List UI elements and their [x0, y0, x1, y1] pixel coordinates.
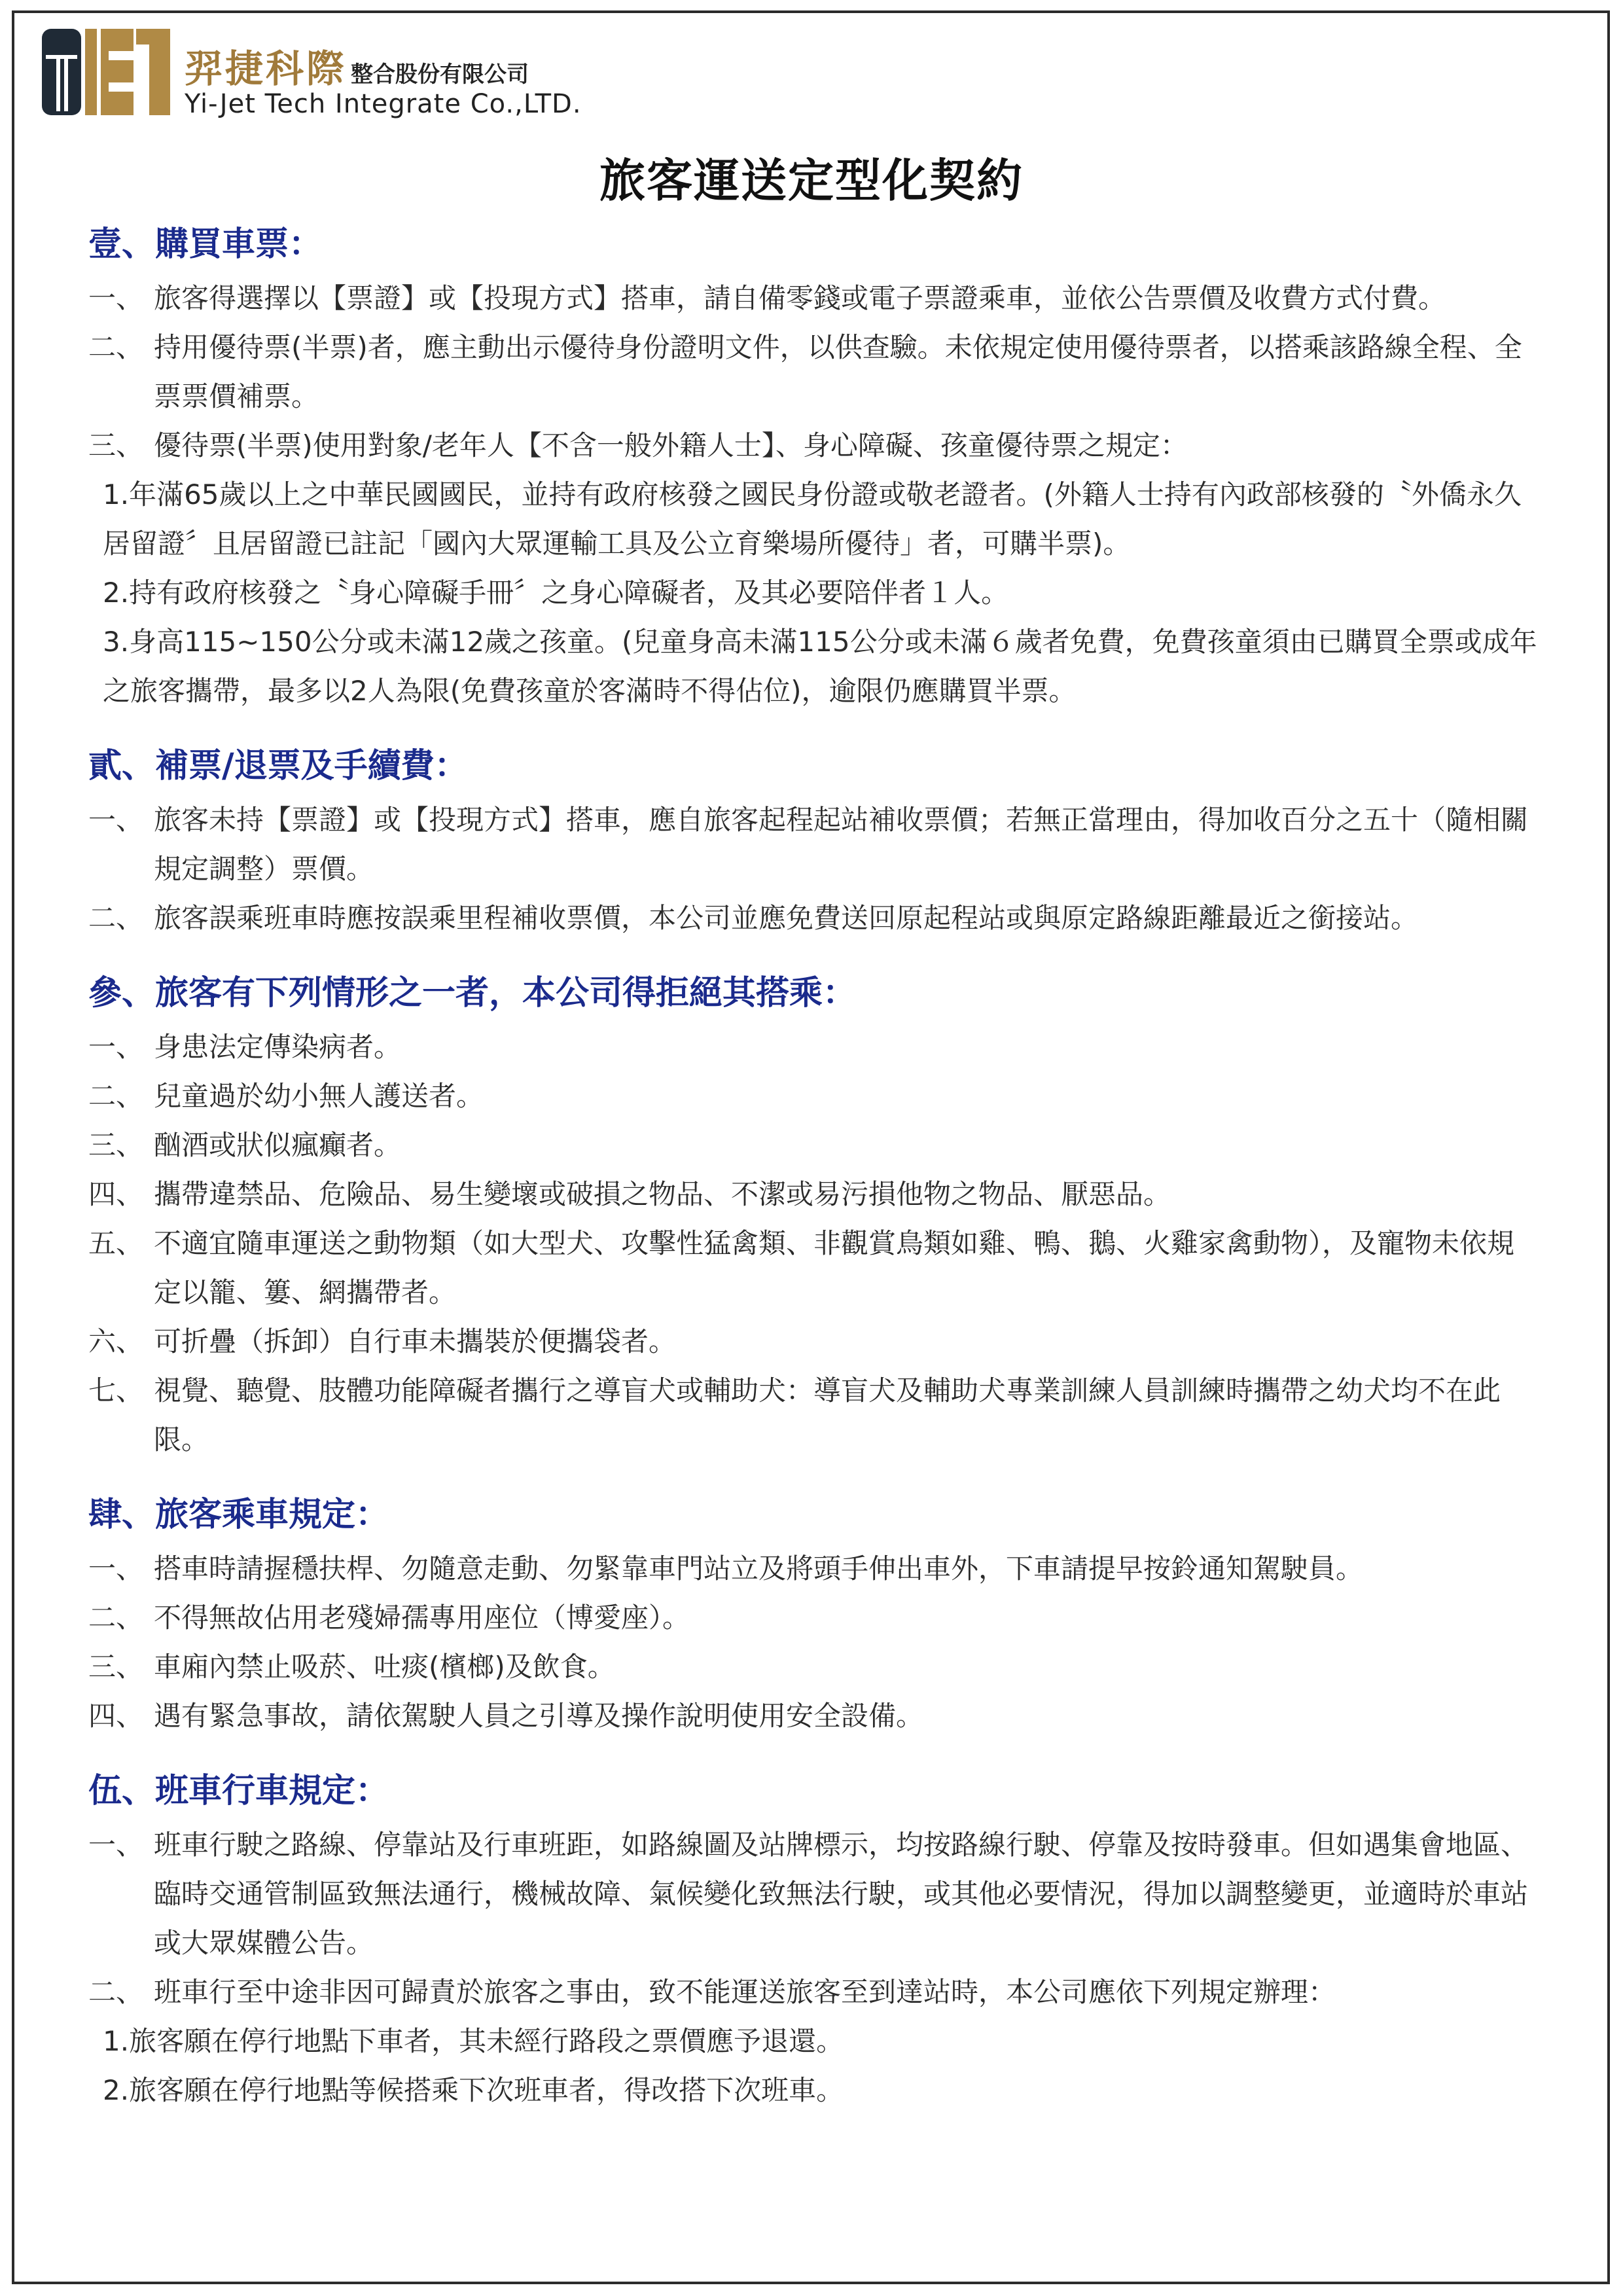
section-riding-rules: [88, 1486, 1538, 1740]
clause: [88, 1219, 1538, 1317]
clause: [88, 1967, 1538, 2017]
clause: [88, 795, 1538, 893]
clause-marker: 六、: [88, 1325, 144, 1357]
clause-text: 旅客未持【票證】或【投現方式】搭車，應自旅客起程起站補收票價；若無正當理由，得加收百分之五十（隨相關規定調整）票價。: [154, 804, 1529, 885]
sub-clause: 1.旅客願在停行地點下車者，其未經行路段之票價應予退還。: [103, 2025, 844, 2057]
section-purchase-tickets: [88, 216, 1538, 715]
section-heading: 肆、旅客乘車規定：: [88, 1496, 389, 1534]
clause-marker: 五、: [88, 1227, 144, 1259]
clause: [88, 1544, 1538, 1593]
clause: [88, 1317, 1538, 1366]
clause-marker: 一、: [88, 1552, 144, 1585]
clause: [88, 1170, 1538, 1219]
company-suffix-cn: 整合股份有限公司: [351, 62, 529, 88]
clause-text: 車廂內禁止吸菸、吐痰(檳榔)及飲食。: [154, 1651, 615, 1683]
clause-text: 不適宜隨車運送之動物類（如大型犬、攻擊性猛禽類、非觀賞鳥類如雞、鴨、鵝、火雞家禽動物），及寵物未依規定以籠、簍、網攜帶者。: [154, 1227, 1515, 1308]
section-heading: 伍、班車行車規定：: [88, 1772, 389, 1810]
clause-text: 旅客誤乘班車時應按誤乘里程補收票價，本公司並應免費送回原起程站或與原定路線距離最近之銜接站。: [154, 902, 1419, 934]
clause-marker: 二、: [88, 1080, 144, 1112]
clause: [88, 274, 1538, 323]
clause-marker: 一、: [88, 1829, 144, 1861]
sub-clause: 1.年滿65歲以上之中華民國國民，並持有政府核發之國民身份證或敬老證者。(外籍人士持有內政部核發的〝外僑永久居留證〞且居留證已註記「國內大眾運輸工具及公立育樂場所優待」者，可購半票)。: [103, 478, 1522, 560]
clause-marker: 二、: [88, 1602, 144, 1634]
clause-marker: 四、: [88, 1178, 144, 1210]
clause-marker: 二、: [88, 1976, 144, 2008]
company-brand-cn: 羿捷科際: [185, 46, 348, 91]
sub-clause: 2.旅客願在停行地點等候搭乘下次班車者，得改搭下次班車。: [103, 2074, 844, 2106]
clause: [88, 1022, 1538, 1071]
clause-text: 班車行駛之路線、停靠站及行車班距，如路線圖及站牌標示，均按路線行駛、停靠及按時發車。但如遇集會地區、臨時交通管制區致無法通行，機械故障、氣候變化致無法行駛，或其他必要情況，得加以調整變更，並適時於車站或大眾媒體公告。: [154, 1829, 1529, 1959]
clause-marker: 三、: [88, 1651, 144, 1683]
clause-marker: 七、: [88, 1374, 144, 1407]
company-name-block: [185, 38, 582, 119]
clause: [88, 323, 1538, 421]
clause-text: 持用優待票(半票)者，應主動出示優待身份證明文件，以供查驗。未依規定使用優待票者，以搭乘該路線全程、全票票價補票。: [154, 331, 1522, 412]
clause: [88, 1691, 1538, 1740]
section-heading: 貳、補票/退票及手續費：: [88, 747, 468, 785]
clause: [88, 1366, 1538, 1464]
document-title: 旅客運送定型化契約: [599, 154, 1024, 207]
clause-text: 身患法定傳染病者。: [154, 1031, 402, 1063]
clause: [88, 1820, 1538, 1967]
clause-marker: 三、: [88, 1129, 144, 1161]
section-refusal-conditions: [88, 965, 1538, 1464]
company-logo: [41, 25, 171, 119]
clause-marker: 一、: [88, 804, 144, 836]
clause-text: 班車行至中途非因可歸責於旅客之事由，致不能運送旅客至到達站時，本公司應依下列規定辦理：: [154, 1976, 1336, 2008]
clause-marker: 三、: [88, 429, 144, 461]
company-name-en: Yi-Jet Tech Integrate Co.,LTD.: [185, 89, 582, 119]
sub-clause: 2.持有政府核發之〝身心障礙手冊〞之身心障礙者，及其必要陪伴者１人。: [103, 577, 1009, 609]
clause-text: 搭車時請握穩扶桿、勿隨意走動、勿緊靠車門站立及將頭手伸出車外，下車請提早按鈴通知駕駛員。: [154, 1552, 1364, 1585]
sub-clause: 3.身高115~150公分或未滿12歲之孩童。(兒童身高未滿115公分或未滿６歲者免費，免費孩童須由已購買全票或成年之旅客攜帶，最多以2人為限(免費孩童於客滿時不得佔位)，逾限仍應購買半票。: [103, 626, 1537, 707]
clause: [88, 421, 1538, 470]
clause-marker: 一、: [88, 1031, 144, 1063]
clause-text: 攜帶違禁品、危險品、易生變壞或破損之物品、不潔或易污損他物之物品、厭惡品。: [154, 1178, 1171, 1210]
clause-text: 酗酒或狀似瘋癲者。: [154, 1129, 402, 1161]
clause-text: 優待票(半票)使用對象/老年人【不含一般外籍人士】、身心障礙、孩童優待票之規定：: [154, 429, 1188, 461]
section-heading: 壹、購買車票：: [88, 225, 323, 264]
section-operation-rules: [88, 1763, 1538, 2115]
clause: [88, 1121, 1538, 1170]
clause-text: 可折疊（拆卸）自行車未攜裝於便攜袋者。: [154, 1325, 677, 1357]
clause-text: 旅客得選擇以【票證】或【投現方式】搭車，請自備零錢或電子票證乘車，並依公告票價及收費方式付費。: [154, 282, 1446, 314]
clause: [88, 1071, 1538, 1121]
clause-marker: 二、: [88, 331, 144, 363]
section-fare-adjustment: [88, 738, 1538, 942]
clause-text: 不得無故佔用老殘婦孺專用座位（博愛座）。: [154, 1602, 690, 1634]
clause-marker: 四、: [88, 1700, 144, 1732]
section-heading: 參、旅客有下列情形之一者，本公司得拒絕其搭乘：: [88, 974, 857, 1013]
clause: [88, 893, 1538, 942]
clause: [88, 1642, 1538, 1691]
clause-marker: 二、: [88, 902, 144, 934]
clause-text: 兒童過於幼小無人護送者。: [154, 1080, 484, 1112]
clause-text: 遇有緊急事故，請依駕駛人員之引導及操作說明使用安全設備。: [154, 1700, 924, 1732]
clause: [88, 1593, 1538, 1642]
clause-text: 視覺、聽覺、肢體功能障礙者攜行之導盲犬或輔助犬：導盲犬及輔助犬專業訓練人員訓練時攜帶之幼犬均不在此限。: [154, 1374, 1501, 1456]
clause-marker: 一、: [88, 282, 144, 314]
contract-body: [88, 216, 1538, 2137]
